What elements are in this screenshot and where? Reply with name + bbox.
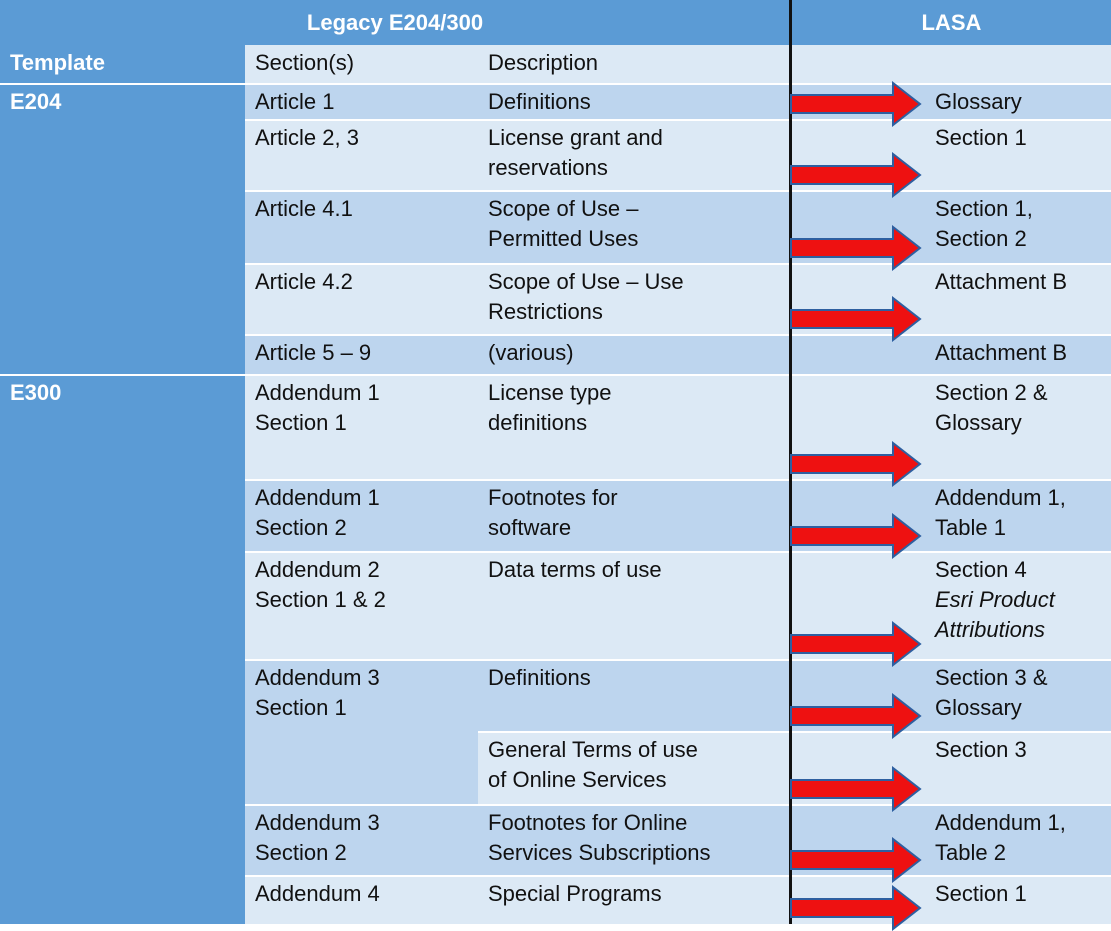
right-arrow-icon bbox=[789, 837, 923, 883]
group-label-e204-line: E204 bbox=[10, 89, 62, 114]
description-cell bbox=[478, 660, 790, 732]
description-cell-line: reservations bbox=[488, 155, 608, 180]
sections-cell bbox=[245, 84, 478, 120]
right-arrow-icon bbox=[789, 693, 923, 739]
description-cell-line: Special Programs bbox=[488, 881, 662, 906]
lasa-header: LASA bbox=[921, 9, 982, 35]
lasa-cell bbox=[925, 480, 1111, 552]
description-cell bbox=[478, 805, 790, 876]
description-cell bbox=[478, 191, 790, 264]
description-cell-line: (various) bbox=[488, 340, 574, 365]
sections-cell-line: Addendum 4 bbox=[255, 881, 380, 906]
lasa-cell bbox=[925, 732, 1111, 805]
right-arrow-icon bbox=[789, 766, 923, 812]
table-row-bg bbox=[245, 732, 478, 805]
lasa-cell-line: Table 2 bbox=[935, 840, 1006, 865]
description-cell-line: General Terms of use bbox=[488, 737, 698, 762]
sections-cell bbox=[245, 264, 478, 335]
group-label-e300-line: E300 bbox=[10, 380, 62, 405]
sections-cell bbox=[245, 335, 478, 375]
sections-cell bbox=[245, 375, 478, 480]
right-arrow-icon bbox=[789, 81, 923, 127]
lasa-cell bbox=[925, 660, 1111, 732]
description-cell-line: Definitions bbox=[488, 89, 591, 114]
sections-cell-line: Addendum 1 bbox=[255, 485, 380, 510]
lasa-cell-line: Section 4 bbox=[935, 557, 1027, 582]
sections-cell-line: Addendum 3 bbox=[255, 665, 380, 690]
sections-cell-line: Article 4.2 bbox=[255, 269, 353, 294]
sections-cell-line: Addendum 3 bbox=[255, 810, 380, 835]
description-cell bbox=[478, 732, 790, 805]
sections-cell-line: Section 2 bbox=[255, 515, 347, 540]
group-label-e300 bbox=[0, 375, 245, 411]
lasa-cell-line: Attachment B bbox=[935, 269, 1068, 294]
arrow-shape bbox=[791, 839, 920, 881]
column-header-sections bbox=[245, 45, 478, 84]
sections-cell-line: Section 1 bbox=[255, 695, 347, 720]
group-label-e204 bbox=[0, 84, 245, 120]
sections-cell-line: Article 5 – 9 bbox=[255, 340, 372, 365]
lasa-cell bbox=[925, 552, 1111, 660]
description-cell bbox=[478, 480, 790, 552]
sections-cell bbox=[245, 805, 478, 876]
description-cell-line: Scope of Use – Use bbox=[488, 269, 684, 294]
lasa-cell-line: Section 2 & bbox=[935, 380, 1048, 405]
description-cell-line: Permitted Uses bbox=[488, 226, 639, 251]
lasa-cell-line: Section 2 bbox=[935, 226, 1027, 251]
description-cell-line: Scope of Use – bbox=[488, 196, 639, 221]
lasa-cell-line: Section 3 bbox=[935, 737, 1027, 762]
description-cell-line: Services Subscriptions bbox=[488, 840, 711, 865]
lasa-cell bbox=[925, 335, 1111, 375]
arrow-shape bbox=[791, 768, 920, 810]
arrow-shape bbox=[791, 443, 920, 485]
description-cell-line: Definitions bbox=[488, 665, 591, 690]
sections-cell bbox=[245, 552, 478, 660]
right-arrow-icon bbox=[789, 621, 923, 667]
lasa-cell-line: Section 1 bbox=[935, 125, 1027, 150]
column-header-description bbox=[478, 45, 790, 84]
description-cell bbox=[478, 876, 790, 924]
sections-cell-line: Article 1 bbox=[255, 89, 335, 114]
description-cell-line: definitions bbox=[488, 410, 588, 435]
description-cell-line: Footnotes for bbox=[488, 485, 618, 510]
description-cell bbox=[478, 375, 790, 480]
right-arrow-icon bbox=[789, 225, 923, 271]
lasa-cell-line: Addendum 1, bbox=[935, 810, 1066, 835]
lasa-cell-line: Attachment B bbox=[935, 340, 1068, 365]
description-cell bbox=[478, 264, 790, 335]
description-cell bbox=[478, 335, 790, 375]
lasa-cell-line: Glossary bbox=[935, 695, 1022, 720]
right-arrow-icon bbox=[789, 513, 923, 559]
description-cell-line: License type bbox=[488, 380, 612, 405]
sections-cell bbox=[245, 480, 478, 552]
description-cell-line: License grant and bbox=[488, 125, 663, 150]
sections-cell bbox=[245, 120, 478, 191]
arrow-shape bbox=[791, 515, 920, 557]
lasa-cell-line: Attributions bbox=[935, 617, 1046, 642]
sections-cell-line: Section 2 bbox=[255, 840, 347, 865]
right-arrow-icon bbox=[789, 296, 923, 342]
description-cell bbox=[478, 552, 790, 660]
right-arrow-icon bbox=[789, 441, 923, 487]
arrow-shape bbox=[791, 887, 920, 929]
sections-cell bbox=[245, 660, 478, 732]
lasa-cell bbox=[925, 264, 1111, 335]
lasa-cell-line: Table 1 bbox=[935, 515, 1006, 540]
description-cell-line: Footnotes for Online bbox=[488, 810, 688, 835]
sections-cell-line: Addendum 2 bbox=[255, 557, 380, 582]
lasa-cell bbox=[925, 84, 1111, 120]
sections-cell-line: Article 2, 3 bbox=[255, 125, 359, 150]
lasa-cell bbox=[925, 375, 1111, 480]
arrow-shape bbox=[791, 154, 920, 196]
lasa-cell-line: Section 3 & bbox=[935, 665, 1048, 690]
description-cell-line: software bbox=[488, 515, 572, 540]
description-cell-line: Data terms of use bbox=[488, 557, 662, 582]
sections-cell-line: Section 1 & 2 bbox=[255, 587, 386, 612]
lasa-cell-line: Section 1, bbox=[935, 196, 1033, 221]
arrow-shape bbox=[791, 695, 920, 737]
right-arrow-icon bbox=[789, 885, 923, 931]
lasa-cell-line: Glossary bbox=[935, 89, 1022, 114]
arrow-shape bbox=[791, 83, 920, 125]
sections-cell-line: Article 4.1 bbox=[255, 196, 353, 221]
description-cell bbox=[478, 84, 790, 120]
lasa-cell-line: Section 1 bbox=[935, 881, 1027, 906]
lasa-cell bbox=[925, 120, 1111, 191]
legacy-header: Legacy E204/300 bbox=[306, 9, 484, 35]
description-cell-line: of Online Services bbox=[488, 767, 667, 792]
lasa-cell-line: Addendum 1, bbox=[935, 485, 1066, 510]
column-header-description-line: Description bbox=[488, 50, 599, 75]
lasa-cell-line: Glossary bbox=[935, 410, 1022, 435]
sections-cell-line: Addendum 1 bbox=[255, 380, 380, 405]
right-arrow-icon bbox=[789, 152, 923, 198]
sections-cell bbox=[245, 191, 478, 264]
column-header-template-line: Template bbox=[10, 50, 105, 75]
lasa-cell bbox=[925, 876, 1111, 924]
column-header-template bbox=[0, 45, 245, 84]
template-column bbox=[0, 45, 245, 924]
lasa-cell bbox=[925, 805, 1111, 876]
lasa-cell-line: Esri Product bbox=[935, 587, 1055, 612]
arrow-shape bbox=[791, 623, 920, 665]
sections-cell bbox=[245, 876, 478, 924]
sections-cell-line: Section 1 bbox=[255, 410, 347, 435]
arrow-shape bbox=[791, 298, 920, 340]
description-cell bbox=[478, 120, 790, 191]
description-cell-line: Restrictions bbox=[488, 299, 603, 324]
arrow-shape bbox=[791, 227, 920, 269]
lasa-cell bbox=[925, 191, 1111, 264]
column-header-sections-line: Section(s) bbox=[255, 50, 355, 75]
